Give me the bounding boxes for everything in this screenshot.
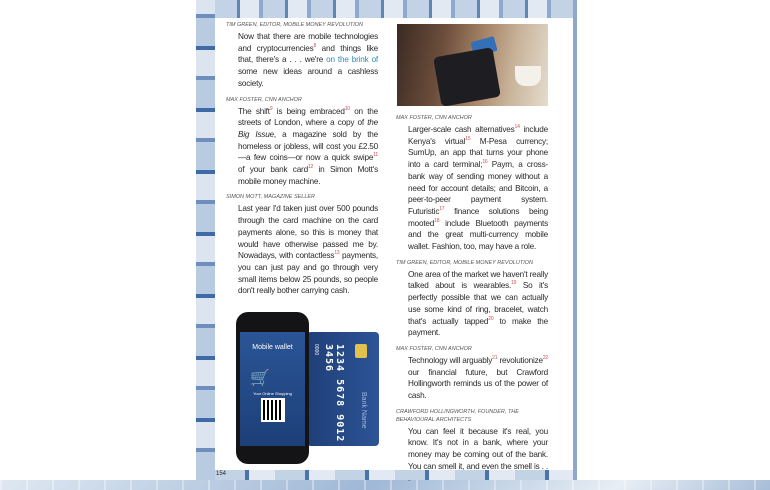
left-column — [226, 21, 378, 303]
footnote-ref[interactable]: 19 — [511, 280, 517, 287]
text-run: So it's perfectly possible that we can actually use some kind of ring, bracelet, watch that's actually tapped — [408, 281, 549, 326]
collage-strip-left — [196, 0, 215, 480]
footnote-ref[interactable]: 10 — [344, 105, 350, 112]
quote-paragraph — [238, 203, 378, 297]
footnote-ref[interactable]: 8 — [313, 42, 317, 49]
text-run: is being embraced — [272, 106, 345, 116]
text-run: Larger-scale cash alternatives — [408, 125, 515, 134]
text-run: One area of the market we haven't really talked about is wearables. — [408, 269, 548, 291]
footnote-ref[interactable]: 12 — [307, 164, 314, 171]
speaker-label: MAX FOSTER, CNN ANCHOR — [226, 96, 302, 103]
footnote-ref[interactable]: 21 — [492, 354, 498, 361]
footnote-ref[interactable]: 13 — [334, 250, 340, 257]
italic-title: the Big Issue — [238, 118, 378, 139]
footnote-ref[interactable]: 9 — [269, 105, 273, 112]
text-run: M-Pesa currency; SumUp, an app that turns your phone into a card terminal; — [408, 136, 548, 170]
quote-paragraph — [408, 426, 548, 485]
footnote-ref[interactable]: 18 — [434, 217, 440, 224]
text-run: to make the payment. — [408, 316, 548, 338]
footnote-ref[interactable]: 16 — [482, 159, 488, 166]
bank-card-illustration — [307, 332, 379, 446]
photo-card-payment — [397, 24, 548, 106]
photo-cup — [515, 66, 541, 86]
text-run: our financial future, but Crawford Hollingworth reminds us of the power of cash. — [408, 367, 548, 401]
text-run: payments, you can just pay and go through very small items below 25 pounds, so people don't really bother carrying cash. — [238, 251, 378, 296]
speaker-label: TIM GREEN, EDITOR, MOBILE MONEY REVOLUTION — [396, 259, 534, 266]
text-run: , a magazine sold by the homeless or jobless, will cost you £2.50—a few coins—or now a quick swipe — [238, 129, 378, 163]
card-small-number: 0000 — [313, 344, 319, 356]
text-run: finance solutions being mooted — [408, 206, 548, 228]
card-number: 1234 5678 9012 3456 — [323, 344, 345, 443]
background-right — [577, 0, 770, 480]
card-bank-name: Bank Name — [360, 392, 367, 429]
text-run: You can feel it because it's real, you know. It's not in a bank, where your money may be coming out of the bank. You can smell it, and even the smell is . . . — [408, 426, 548, 483]
speaker-label: MAX FOSTER, CNN ANCHOR — [396, 345, 472, 352]
photo-terminal — [433, 47, 501, 106]
footnote-ref[interactable]: 15 — [465, 135, 471, 142]
page-number: 154 — [216, 471, 227, 477]
text-run: include Bluetooth payments and the great multi-currency mobile wallet. Fashion, too, may have a role. — [408, 218, 548, 252]
text-run: in Simon Mott's mobile money machine. — [238, 165, 378, 186]
footnote-ref[interactable]: 22 — [542, 354, 548, 361]
footnote-ref[interactable]: 11 — [373, 152, 378, 159]
text-run: and things like that, there's a . . . we're — [238, 43, 379, 65]
quote-paragraph — [408, 124, 548, 253]
text-run: some new ideas around a cashless society. — [238, 67, 378, 88]
footnote-ref[interactable]: 14 — [514, 124, 520, 130]
phone-illustration — [236, 312, 309, 464]
collage-strip-right — [573, 0, 577, 480]
quote-paragraph — [238, 106, 378, 188]
background-left — [0, 0, 196, 480]
text-run: on the streets of London, where a copy of — [238, 106, 378, 128]
speaker-label: MAX FOSTER, CNN ANCHOR — [396, 115, 472, 121]
qr-code-icon — [263, 400, 283, 420]
footnote-ref[interactable]: 20 — [488, 315, 494, 322]
collage-strip-top — [215, 0, 573, 18]
text-run: Last year I'd taken just over 500 pounds through the card machine on the card payments alone, so this is money that would have otherwise passed me by. Nowadays, with contactless — [238, 204, 378, 261]
phone-caption: Your Online Shopping — [253, 391, 292, 396]
text-run: include Kenya's virtual — [408, 125, 548, 146]
glossary-link[interactable]: on the brink of — [326, 55, 378, 65]
quote-paragraph — [408, 269, 548, 339]
cart-icon: 🛒 — [250, 370, 270, 387]
quote-paragraph — [408, 355, 548, 402]
speaker-label: CRAWFORD HOLLINGWORTH, FOUNDER, THE BEHAVIOURAL ARCHITECTS — [396, 408, 519, 423]
right-column — [396, 114, 548, 490]
text-run: Technology will arguably — [408, 355, 493, 365]
text-run: The shift — [238, 106, 270, 116]
text-run: revolutionize — [497, 355, 543, 365]
text-run: Now that there are mobile technologies and cryptocurrencies — [238, 32, 378, 53]
phone-title: Mobile wallet — [252, 344, 293, 351]
speaker-label: SIMON MOTT, MAGAZINE SELLER — [226, 194, 316, 201]
text-run: of your bank card — [238, 165, 308, 175]
speaker-label: TIM GREEN, EDITOR, MOBILE MONEY REVOLUTION — [226, 22, 364, 28]
text-run: Paym, a cross-bank way of sending money without a need for account details; and Bitcoin, a peer-to-peer payment system. Futuristic — [408, 160, 548, 216]
footnote-ref[interactable]: 17 — [439, 205, 445, 212]
phone-screen — [240, 332, 305, 446]
quote-paragraph — [238, 31, 378, 90]
card-chip — [355, 344, 367, 358]
